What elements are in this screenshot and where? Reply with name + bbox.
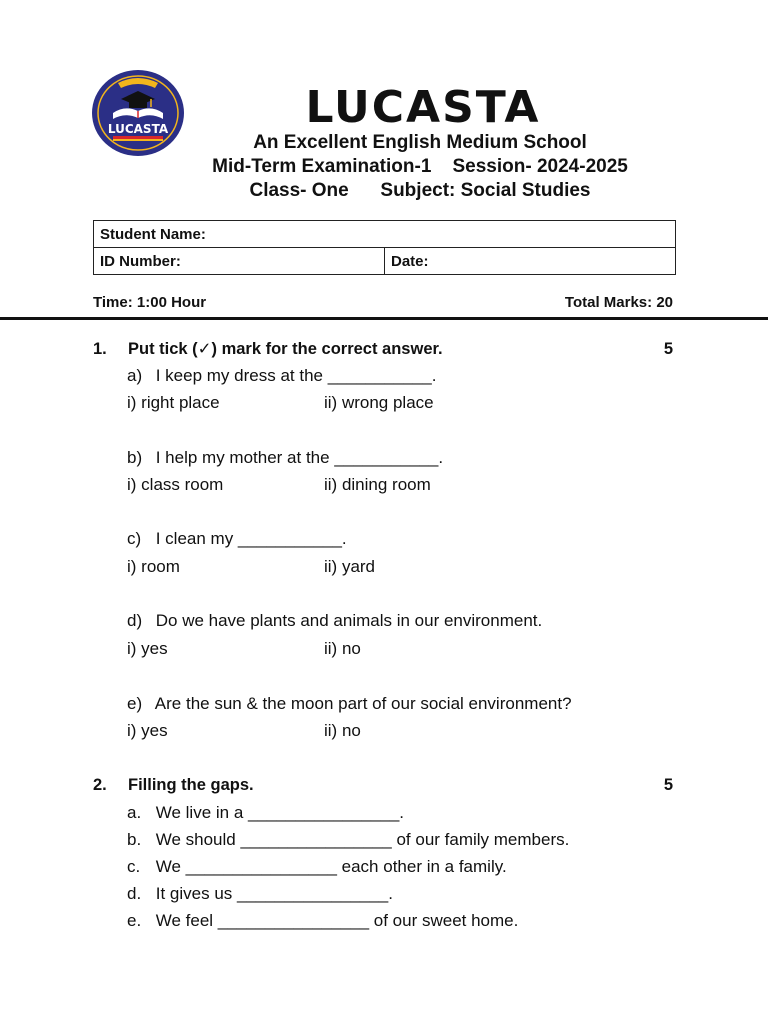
question-title: Filling the gaps. <box>128 776 254 794</box>
student-name-field[interactable]: Student Name: <box>94 221 676 248</box>
question-number: 2. <box>93 776 107 794</box>
item-text: Do we have plants and animals in our environment. <box>155 611 543 630</box>
item-text: We ________________ each other in a family. <box>155 857 507 876</box>
item-text: We should ________________ of our family members. <box>155 830 570 849</box>
q1-b-option-2[interactable]: ii) dining room <box>324 475 431 494</box>
q2-item-e <box>127 910 518 932</box>
q2-item-c <box>127 856 507 878</box>
student-info-table <box>93 220 676 275</box>
school-name: LUCASTA <box>305 82 541 133</box>
q1-item-b <box>127 447 443 469</box>
q1-c-option-2[interactable]: ii) yard <box>324 557 376 576</box>
q1-b-option-1[interactable]: i) class room <box>127 475 224 494</box>
student-name-row <box>94 221 676 248</box>
q1-a-option-1[interactable]: i) right place <box>127 393 220 412</box>
q1-item-e <box>127 693 572 715</box>
question-marks: 5 <box>663 776 673 794</box>
item-text: It gives us ________________. <box>155 884 393 903</box>
item-label: d. <box>127 884 142 903</box>
item-text: I clean my ___________. <box>155 529 347 548</box>
item-text: We feel ________________ of our sweet home. <box>155 911 519 930</box>
item-label: c. <box>127 857 141 876</box>
q1-d-option-1[interactable]: i) yes <box>127 639 168 658</box>
item-label: b) <box>127 448 143 467</box>
q1-a-option-2[interactable]: ii) wrong place <box>324 393 434 412</box>
item-label: a) <box>127 366 143 385</box>
exam-time: Time: 1:00 Hour <box>93 294 207 311</box>
q1-d-option-2[interactable]: ii) no <box>324 639 361 658</box>
q2-item-d <box>127 883 393 905</box>
item-label: e. <box>127 911 142 930</box>
school-tagline: An Excellent English Medium School <box>253 132 587 153</box>
id-number-field[interactable]: ID Number: <box>94 248 385 275</box>
item-text: We live in a ________________. <box>155 803 405 822</box>
q1-item-a <box>127 365 436 387</box>
date-field[interactable]: Date: <box>385 248 676 275</box>
q1-c-option-1[interactable]: i) room <box>127 557 180 576</box>
item-text: Are the sun & the moon part of our social environment? <box>154 694 572 713</box>
item-text: I keep my dress at the ___________. <box>155 366 437 385</box>
question-title: Put tick (✓) mark for the correct answer. <box>128 340 443 358</box>
q1-item-d <box>127 610 542 632</box>
q1-e-option-2[interactable]: ii) no <box>324 721 361 740</box>
question-marks: 5 <box>663 340 673 358</box>
question-number: 1. <box>93 340 107 358</box>
total-marks: Total Marks: 20 <box>564 294 673 311</box>
header-divider <box>0 317 768 320</box>
item-text: I help my mother at the ___________. <box>155 448 444 467</box>
exam-session-line: Mid-Term Examination-1 Session- 2024-2025 <box>212 156 628 177</box>
q2-item-b <box>127 829 569 851</box>
logo-underline <box>113 136 163 139</box>
cap-base <box>129 101 147 108</box>
item-label: b. <box>127 830 142 849</box>
class-subject-line: Class- One Subject: Social Studies <box>249 180 591 201</box>
id-date-row <box>94 248 676 275</box>
q2-item-a <box>127 802 404 824</box>
logo-underline-gold <box>113 139 163 141</box>
item-label: a. <box>127 803 142 822</box>
q1-e-option-1[interactable]: i) yes <box>127 721 168 740</box>
item-label: c) <box>127 529 142 548</box>
item-label: e) <box>127 694 143 713</box>
item-label: d) <box>127 611 143 630</box>
logo-text: LUCASTA <box>107 122 169 136</box>
q1-item-c <box>127 528 347 550</box>
